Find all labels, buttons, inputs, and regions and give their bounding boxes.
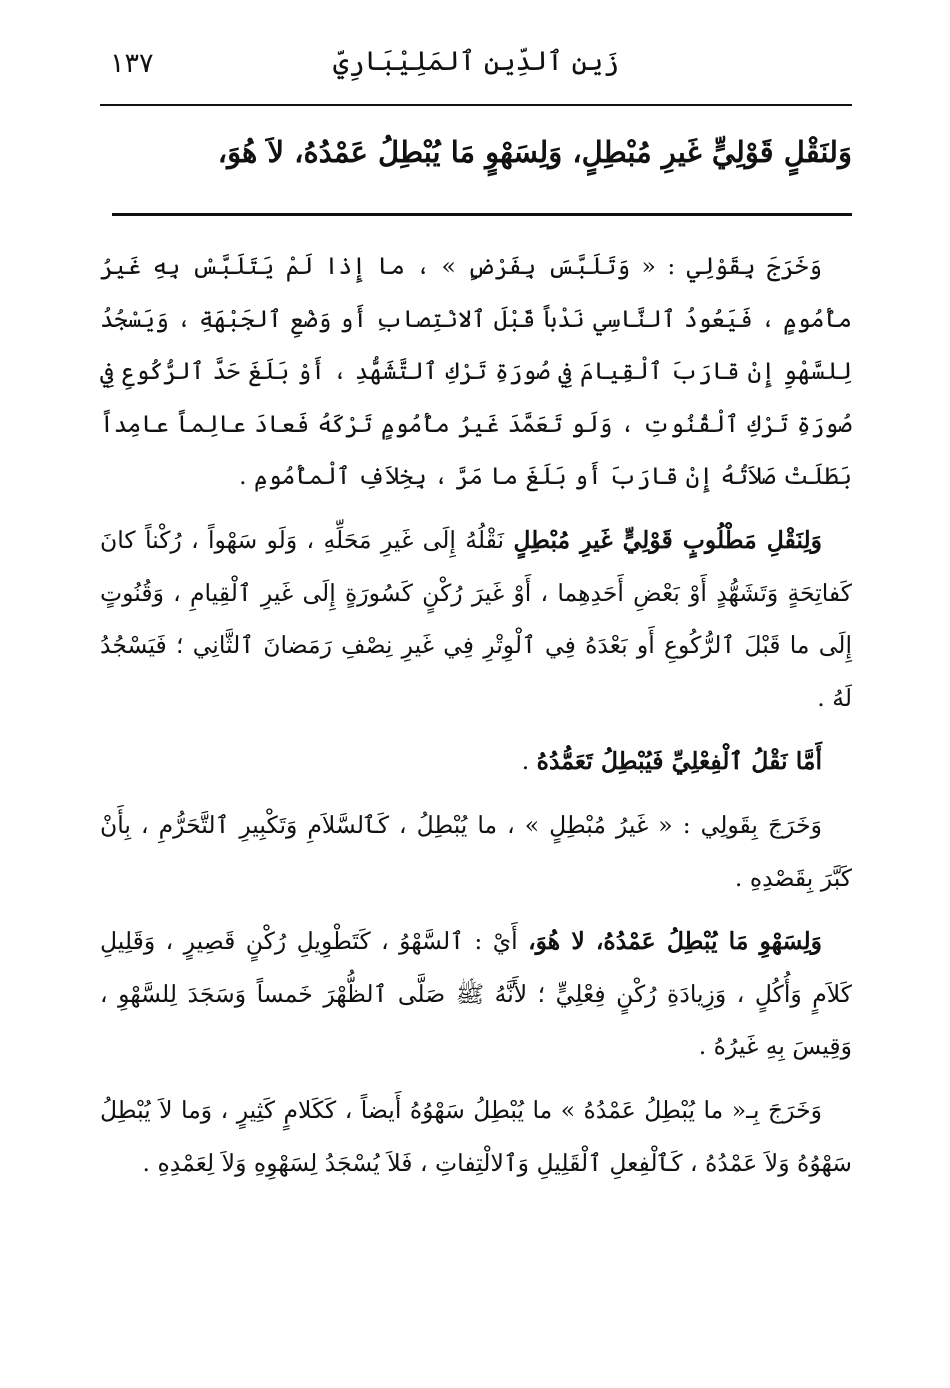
paragraph-1: وَخَرَجَ بِقَوْلِي : « وَتَلَبَّسَ بِفَرْضٍ » ، ما إِذا لَمْ يَتَلَبَّسْ بِهِ غَيرُ مأْمُومٍ ، فَيَعُودُ ٱلنَّاسِي نَدْباً قَبْلَ ٱلانْتِصابِ أَو وَضْعِ ٱلجَبْهَةِ ، وَيَسْجُدُ لِلسَّهْوِ إِنْ قارَبَ ٱلْقِيامَ فِي صُورَةِ تَرْكِ ٱلتَّشَهُّدِ ، أَوْ بَلَغَ حَدَّ ٱلرُّكُوعِ فِي صُورَةِ تَرْكِ ٱلْقُنُوتِ ، وَلَو تَعَمَّدَ غَيرُ مأْمُومٍ تَرْكَهُ فَعادَ عالِماً عامِداً بَطَلَتْ صَلاَتُهُ إِنْ قارَبَ أَو بَلَغَ ما مَرَّ ، بِخِلاَفِ ٱلْمأْمُومِ . bbox=[100, 252, 852, 491]
paragraph-2-matn-quote: وَلِنَقْلِ مَطْلُوبٍ قَوْلِيٍّ غَيرِ مُبْطِلٍ bbox=[513, 525, 822, 554]
matn-text: وَلنَقْلٍ قَوْلِيٍّ غَيرِ مُبْطِلٍ، وَلِسَهْوٍ مَا يُبْطِلُ عَمْدُهُ، لاَ هُوَ، bbox=[217, 135, 852, 169]
commentary-body bbox=[100, 240, 852, 1200]
paragraph-4: وَخَرَجَ بِقَولِي : « غَيرُ مُبْطِلٍ » ، ما يُبْطِلُ ، كَٱلسَّلاَمِ وَتَكْبِيرِ ٱلتَّحَرُّمِ ، بِأَنْ كَبَّرَ بِقَصْدِهِ . bbox=[100, 810, 852, 892]
paragraph-6: وَخَرَجَ بِـ« ما يُبْطِلُ عَمْدُهُ » ما يُبْطِلُ سَهْوُهُ أَيضاً ، كَكَلامٍ كَثِيرٍ ، وَما لاَ يُبْطِلُ سَهْوُهُ وَلاَ عَمْدُهُ ، كَٱلْفِعلِ ٱلْقَلِيلِ وَٱلالْتِفاتِ ، فَلاَ يُسْجَدُ لِسَهْوِهِ وَلاَ لِعَمْدِهِ . bbox=[100, 1095, 852, 1177]
paragraph-3-text: . bbox=[521, 747, 537, 776]
header-divider bbox=[100, 104, 852, 106]
paragraph-3 bbox=[100, 735, 852, 788]
page-header bbox=[100, 42, 852, 98]
paragraph-5-matn-quote: وَلِسَهْوِ مَا يُبْطِلُ عَمْدُهُ، لا هُوَ، bbox=[528, 927, 822, 956]
paragraph-5 bbox=[100, 915, 852, 1073]
paragraph-3-bold: أَمَّا نَقْلُ ٱلْفِعْلِيِّ فَيُبْطِلُ تَعَمُّدُهُ bbox=[536, 747, 822, 776]
matn-divider bbox=[112, 213, 852, 216]
running-title: زَين ٱلدِّين ٱلمَلِيْبَارِيّ bbox=[332, 46, 620, 77]
page-number: ١٣٧ bbox=[110, 48, 154, 79]
paragraph-2 bbox=[100, 514, 852, 724]
paragraph-2-text: نَقْلُهُ إِلَى غَيرِ مَحَلِّهِ ، وَلَو سَهْواً ، رُكْناً كانَ كَفاتِحَةٍ وَتَشَهُّدٍ أَوْ بَعْضِ أَحَدِهِما ، أَوْ غَيرَ رُكْنٍ كَسُورَةٍ إِلَى غَيرِ ٱلْقِيامِ ، وَقُنُوتٍ إِلَى ما قَبْلَ ٱلرُّكُوعِ أَو بَعْدَهُ فِي ٱلْوِتْرِ فِي غَيرِ نِصْفِ رَمَضانَ ٱلثَّانِي ؛ فَيَسْجُدُ لَهُ . bbox=[100, 525, 852, 712]
paragraph-5-text: أَيْ : ٱلسَّهْوُ ، كَتَطْوِيلِ رُكْنٍ قَصِيرٍ ، وَقَلِيلِ كَلاَمٍ وَأُكُلٍ ، وَزِيادَةِ رُكْنٍ فِعْلِيٍّ ؛ لأَنَّهُ ﷺ صَلَّى ٱلظُّهْرَ خَمساً وَسَجَدَ لِلسَّهْوِ ، وَقِيسَ بِهِ غَيرُهُ . bbox=[100, 927, 852, 1061]
